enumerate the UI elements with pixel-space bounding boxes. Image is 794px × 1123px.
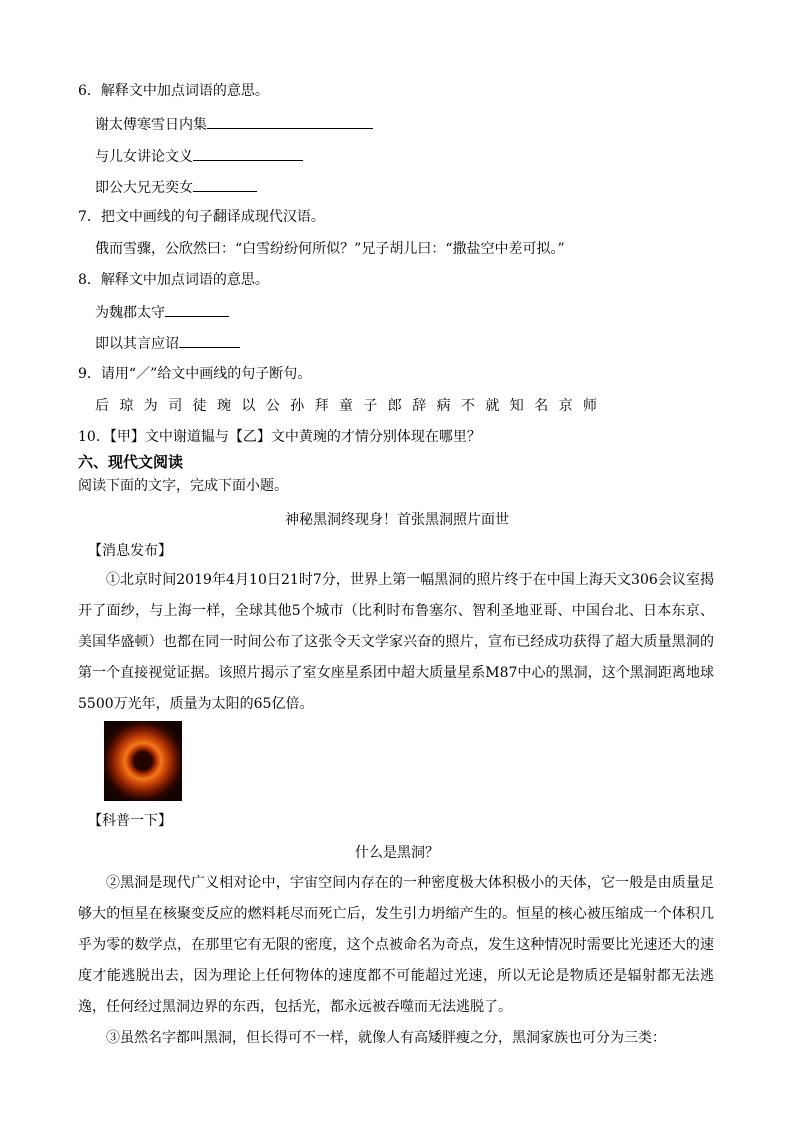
q6-item-2	[95, 146, 303, 167]
q8-item-2	[95, 333, 240, 354]
q10-label: 10．【甲】文中谢道韫与【乙】文中黄琬的才情分别体现在哪里？	[78, 429, 481, 445]
q6-item-2-text: 与儿女讲论文义	[95, 149, 193, 165]
q8-item-1	[95, 302, 229, 323]
q6-item-2-blank[interactable]	[193, 146, 303, 161]
q6-item-1-text: 谢太傅寒雪日内集	[95, 117, 207, 133]
q8-item-2-text: 即以其言应诏	[95, 336, 179, 352]
q6-item-3-blank[interactable]	[193, 177, 257, 192]
q7-sentence: 俄而雪骤，公欣然曰：“白雪纷纷何所似？”兄子胡儿曰：“撒盐空中差可拟。”	[95, 241, 565, 257]
article-title: 神秘黑洞终现身！首张黑洞照片面世	[285, 512, 509, 528]
paragraph-2: ②黑洞是现代广义相对论中，宇宙空间内存在的一种密度极大体积极小的天体，它一般是由质量足够大的恒星在核聚变反应的燃料耗尽而死亡后，发生引力坍缩产生的。恒星的核心被压缩成一个体积几乎为零的数学点，在那里它有无限的密度，这个点被命名为奇点，发生这种情况时需要比光速还大的速度才能逃脱出去，因为理论上任何物体的速度都不可能超过光速，所以无论是物质还是辐射都无法逃逸，任何经过黑洞边界的东西，包括光，都永远被吞噬而无法逃脱了。	[78, 875, 714, 1015]
q8-item-1-blank[interactable]	[165, 302, 229, 317]
q8-item-2-blank[interactable]	[179, 333, 240, 348]
q9-label: 9．请用“／”给文中画线的句子断句。	[78, 366, 312, 382]
reading-instruction: 阅读下面的文字，完成下面小题。	[78, 478, 288, 494]
q7-label: 7．把文中画线的句子翻译成现代汉语。	[78, 209, 325, 225]
q9-sentence: 后琼为司徒琬以公孙拜童子郎辞病不就知名京师	[95, 398, 608, 414]
paragraph-3: ③虽然名字都叫黑洞，但长得可不一样，就像人有高矮胖瘦之分，黑洞家族也可分为三类：	[106, 1030, 666, 1046]
q6-item-3-text: 即公大兄无奕女	[95, 180, 193, 196]
q8-item-1-text: 为魏郡太守	[95, 305, 165, 321]
q6-item-1	[95, 114, 373, 135]
science-tag: 【科普一下】	[88, 813, 172, 829]
science-subtitle: 什么是黑洞？	[355, 845, 439, 861]
q6-label: 6．解释文中加点词语的意思。	[78, 83, 269, 99]
paragraph-1: ①北京时间2019年4月10日21时7分，世界上第一幅黑洞的照片终于在中国上海天文306会议室揭开了面纱，与上海一样，全球其他5个城市（比利时布鲁塞尔、智利圣地亚哥、中国台北、日本东京、美国华盛顿）也都在同一时间公布了这张令天文学家兴奋的照片，宣布已经成功获得了超大质量黑洞的第一个直接视觉证据。该照片揭示了室女座星系团中超大质量星系M87中心的黑洞，这个黑洞距离地球5500万光年，质量为太阳的65亿倍。	[78, 572, 714, 712]
q6-item-1-blank[interactable]	[207, 114, 373, 129]
black-hole-photo	[104, 721, 182, 801]
q8-label: 8．解释文中加点词语的意思。	[78, 272, 269, 288]
news-tag: 【消息发布】	[88, 543, 172, 559]
section-heading: 六、现代文阅读	[78, 453, 184, 471]
q6-item-3	[95, 177, 257, 198]
